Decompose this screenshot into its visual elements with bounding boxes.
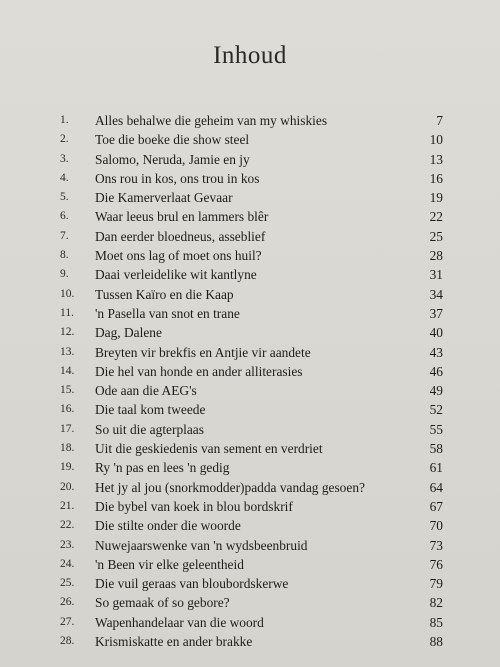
toc-entry-page-number: 67 <box>429 498 443 514</box>
toc-entry-title: Toe die boeke die show steel <box>95 132 250 148</box>
toc-entry-page-number: 58 <box>429 441 443 457</box>
toc-entry <box>0 169 500 188</box>
toc-entry-page-number: 13 <box>429 151 443 167</box>
toc-entry-number: 6. <box>60 210 69 223</box>
toc-entry-number: 7. <box>60 229 69 242</box>
toc-entry-number: 19. <box>60 461 75 474</box>
toc-entry-number: 2. <box>60 133 69 146</box>
toc-entry <box>0 555 500 574</box>
toc-entry-number: 16. <box>60 403 75 416</box>
toc-entry-title: Uit die geskiedenis van sement en verdriet <box>95 441 323 457</box>
toc-entry <box>0 458 500 477</box>
toc-entry <box>0 150 500 169</box>
toc-entry-page-number: 16 <box>429 170 443 186</box>
toc-entry-page-number: 76 <box>429 556 443 572</box>
toc-entry-title: Dag, Dalene <box>95 325 162 341</box>
toc-entry-number: 13. <box>60 345 75 358</box>
toc-entry-title: Ry 'n pas en lees 'n gedig <box>95 460 230 476</box>
toc-entry-title: Salomo, Neruda, Jamie en jy <box>95 151 250 167</box>
toc-entry-page-number: 88 <box>429 634 443 650</box>
toc-entry <box>0 478 500 497</box>
toc-entry-page-number: 70 <box>429 518 443 534</box>
toc-entry-number: 12. <box>60 326 75 339</box>
toc-entry-page-number: 61 <box>429 460 443 476</box>
toc-entry-number: 28. <box>60 635 75 648</box>
toc-entry-number: 10. <box>60 287 75 300</box>
toc-entry-number: 15. <box>60 384 75 397</box>
toc-entry-title: Krismiskatte en ander brakke <box>95 634 253 650</box>
toc-entry <box>0 285 500 304</box>
toc-entry-number: 3. <box>60 152 69 165</box>
toc-entry <box>0 632 500 651</box>
toc-entry-page-number: 55 <box>429 421 443 437</box>
toc-entry-number: 17. <box>60 422 75 435</box>
toc-entry-page-number: 34 <box>429 286 443 302</box>
toc-entry-number: 25. <box>60 577 75 590</box>
toc-entry-number: 26. <box>60 596 75 609</box>
toc-entry-page-number: 64 <box>429 479 443 495</box>
toc-entry-page-number: 85 <box>429 614 443 630</box>
toc-entry-title: Die vuil geraas van bloubordskerwe <box>95 576 289 592</box>
toc-entry-page-number: 22 <box>429 209 443 225</box>
toc-entry-page-number: 40 <box>429 325 443 341</box>
toc-entry-title: Nuwejaarswenke van 'n wydsbeenbruid <box>95 537 308 553</box>
toc-entry-page-number: 31 <box>429 267 443 283</box>
toc-entry-title: Het jy al jou (snorkmodder)padda vandag gesoen? <box>95 479 365 495</box>
toc-entry-page-number: 49 <box>429 383 443 399</box>
toc-entry-page-number: 46 <box>429 363 443 379</box>
table-of-contents <box>0 111 500 651</box>
toc-entry <box>0 227 500 246</box>
toc-entry <box>0 400 500 419</box>
toc-entry <box>0 439 500 458</box>
toc-entry <box>0 111 500 130</box>
toc-entry-page-number: 43 <box>429 344 443 360</box>
toc-entry <box>0 130 500 149</box>
toc-entry-number: 21. <box>60 499 75 512</box>
toc-entry <box>0 516 500 535</box>
toc-entry-title: Moet ons lag of moet ons huil? <box>95 248 262 264</box>
toc-entry-title: Daai verleidelike wit kantlyne <box>95 267 257 283</box>
toc-entry <box>0 304 500 323</box>
toc-entry-page-number: 37 <box>429 305 443 321</box>
toc-entry-title: 'n Pasella van snot en trane <box>95 305 240 321</box>
toc-entry <box>0 265 500 284</box>
toc-entry-number: 4. <box>60 171 69 184</box>
toc-entry <box>0 343 500 362</box>
toc-entry-number: 8. <box>60 249 69 262</box>
toc-entry <box>0 207 500 226</box>
toc-entry-title: Die hel van honde en ander alliterasies <box>95 363 303 379</box>
toc-entry-number: 1. <box>60 114 69 126</box>
toc-entry-page-number: 79 <box>429 576 443 592</box>
page-title: Inhoud <box>213 42 287 69</box>
toc-entry-number: 27. <box>60 615 75 628</box>
toc-entry-title: Tussen Kaïro en die Kaap <box>95 286 234 302</box>
toc-entry-number: 5. <box>60 191 69 204</box>
toc-entry <box>0 188 500 207</box>
toc-entry <box>0 497 500 516</box>
toc-entry <box>0 593 500 612</box>
toc-entry-title: Breyten vir brekfis en Antjie vir aandete <box>95 344 311 360</box>
toc-entry-number: 11. <box>60 306 74 319</box>
toc-entry-title: Dan eerder bloedneus, asseblief <box>95 228 266 244</box>
toc-entry-title: So uit die agterplaas <box>95 421 204 437</box>
toc-entry <box>0 246 500 265</box>
toc-entry-page-number: 28 <box>429 248 443 264</box>
toc-entry <box>0 613 500 632</box>
toc-entry-title: Waar leeus brul en lammers blêr <box>95 209 269 225</box>
toc-entry-title: Wapenhandelaar van die woord <box>95 614 264 630</box>
toc-entry <box>0 574 500 593</box>
toc-entry <box>0 323 500 342</box>
toc-entry-title: So gemaak of so gebore? <box>95 595 230 611</box>
toc-entry-page-number: 52 <box>429 402 443 418</box>
toc-entry-number: 24. <box>60 557 75 570</box>
toc-entry-title: Die taal kom tweede <box>95 402 206 418</box>
toc-entry-page-number: 19 <box>429 190 443 206</box>
toc-entry <box>0 362 500 381</box>
toc-entry-title: Die stilte onder die woorde <box>95 518 241 534</box>
toc-entry-number: 18. <box>60 442 75 455</box>
toc-entry-number: 23. <box>60 538 75 551</box>
toc-entry-title: Alles behalwe die geheim van my whiskies <box>95 113 328 128</box>
toc-entry-page-number: 25 <box>429 228 443 244</box>
toc-entry-page-number: 82 <box>429 595 443 611</box>
toc-entry-page-number: 7 <box>436 113 443 128</box>
toc-entry-title: Die bybel van koek in blou bordskrif <box>95 498 293 514</box>
toc-entry-title: 'n Been vir elke geleentheid <box>95 556 244 572</box>
toc-entry <box>0 536 500 555</box>
toc-entry-number: 22. <box>60 519 75 532</box>
toc-entry <box>0 420 500 439</box>
toc-entry-number: 9. <box>60 268 69 281</box>
toc-entry-number: 20. <box>60 480 75 493</box>
toc-entry <box>0 381 500 400</box>
toc-entry-page-number: 10 <box>429 132 443 148</box>
toc-entry-title: Die Kamerverlaat Gevaar <box>95 190 233 206</box>
toc-entry-title: Ode aan die AEG's <box>95 383 197 399</box>
toc-entry-title: Ons rou in kos, ons trou in kos <box>95 170 260 186</box>
toc-entry-number: 14. <box>60 364 75 377</box>
toc-entry-page-number: 73 <box>429 537 443 553</box>
